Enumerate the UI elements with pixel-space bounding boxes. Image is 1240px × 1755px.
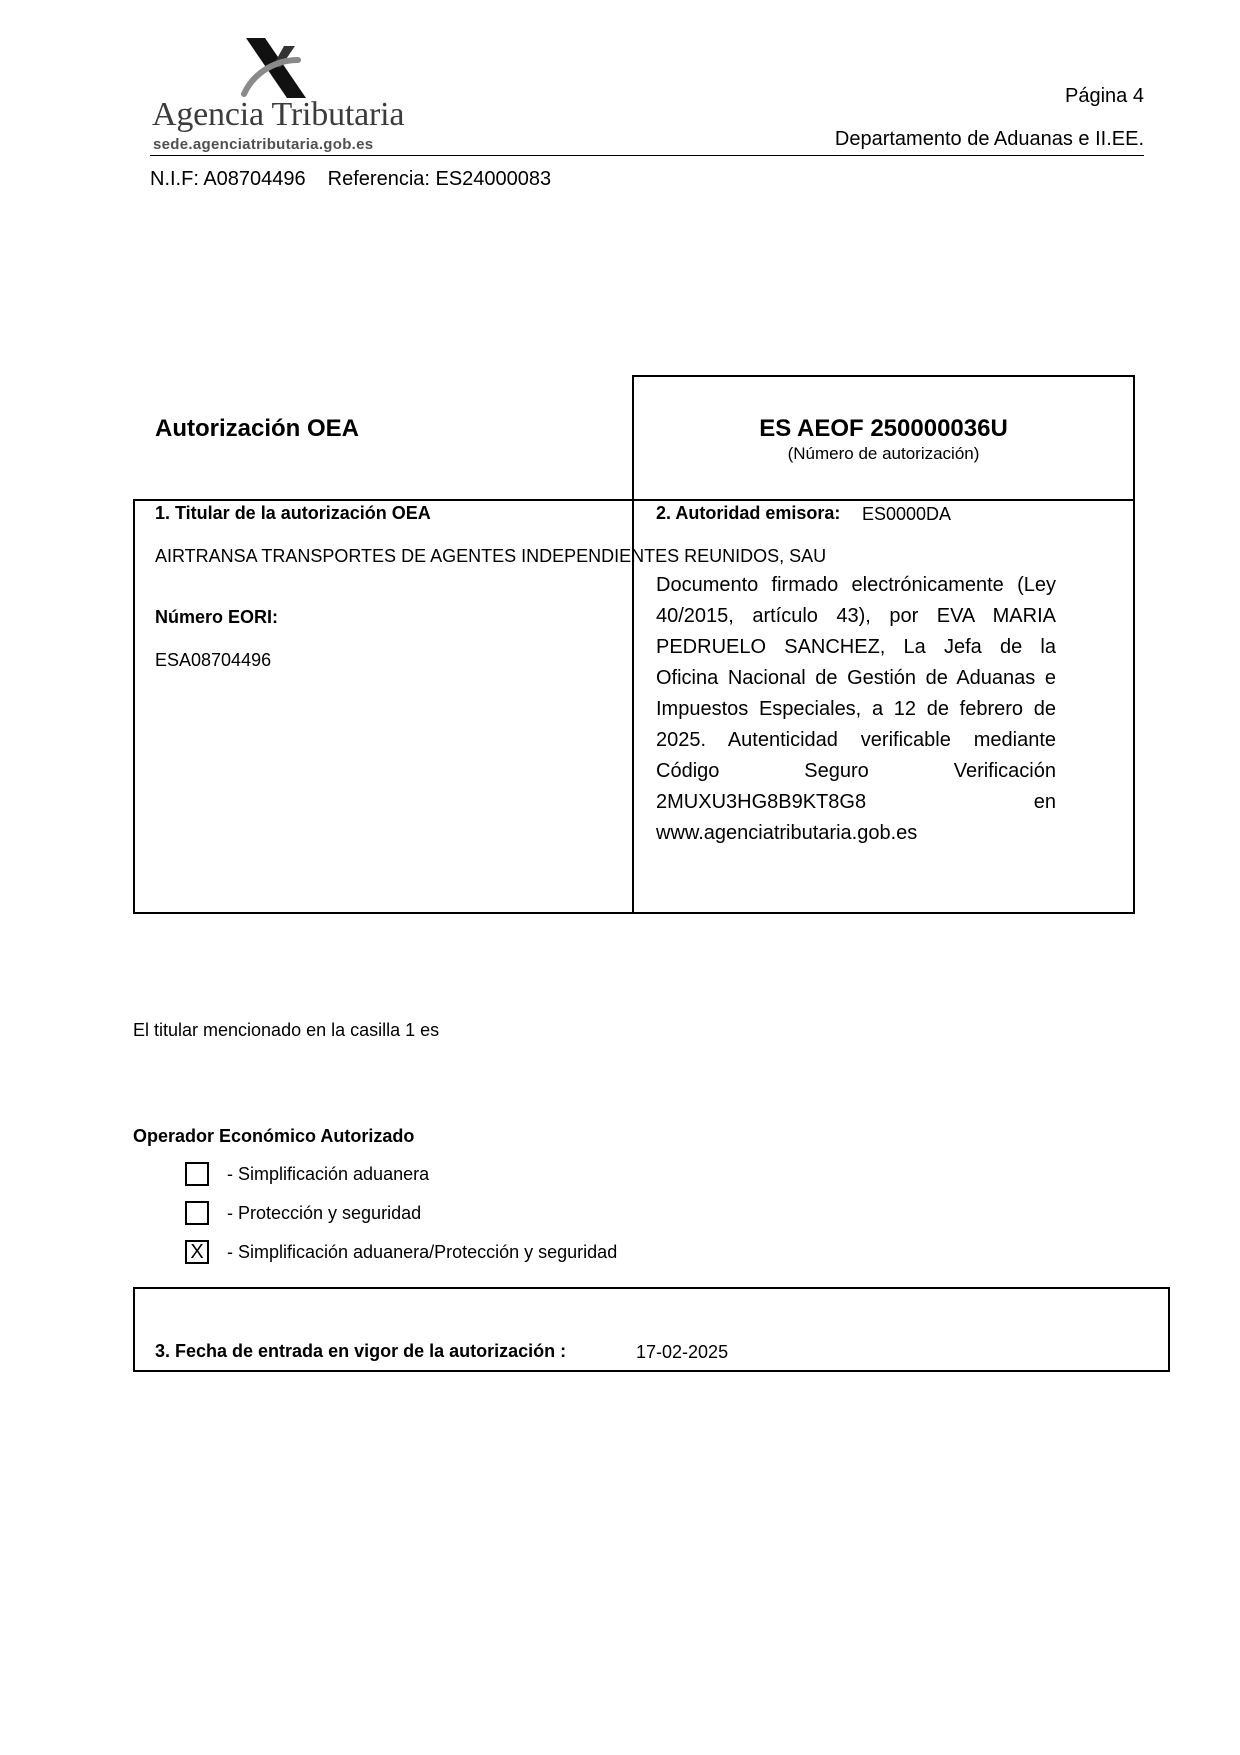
operator-type-heading: Operador Económico Autorizado [133, 1126, 415, 1146]
electronic-signature-text: Documento firmado electrónicamente (Ley 40/2015, artículo 43), por EVA MARIA PEDRUELO SANCHEZ, La Jefa de la Oficina Nacional de Gestión de Aduanas e Impuestos Especiales, a 12 de febrero de 2025. Autenticidad verificable mediante Código Seguro Verificación 2MUXU3HG8B9KT8G8 en www.agenciatributaria.gob.es [656, 574, 1056, 844]
effective-date-label: 3. Fecha de entrada en vigor de la autorización : [155, 1341, 567, 1361]
issuing-authority-value: ES0000DA [862, 504, 952, 524]
authorization-number-caption: (Número de autorización) [787, 444, 980, 463]
nif-value: N.I.F: A08704496 [150, 168, 306, 190]
eori-value: ESA08704496 [155, 650, 272, 670]
authorization-number: ES AEOF 250000036U [759, 415, 1008, 442]
effective-date-value: 17-02-2025 [636, 1342, 729, 1362]
option-label: - Protección y seguridad [227, 1203, 422, 1223]
reference-value: Referencia: ES24000083 [327, 168, 552, 190]
logo-name: Agencia Tributaria [152, 96, 405, 133]
nif-reference-line [150, 168, 551, 191]
checkbox-simplification-and-security[interactable]: X [185, 1240, 209, 1264]
option-label: - Simplificación aduanera/Protección y seguridad [227, 1242, 618, 1262]
header-divider [150, 155, 1144, 156]
eori-label: Número EORI: [155, 607, 279, 627]
holder-name: AIRTRANSA TRANSPORTES DE AGENTES INDEPENDIENTES REUNIDOS, SAU [155, 546, 827, 566]
page-number: Página 4 [1065, 85, 1144, 107]
authorization-title: Autorización OEA [155, 415, 360, 442]
checkbox-customs-simplification[interactable] [185, 1162, 209, 1186]
option-label: - Simplificación aduanera [227, 1164, 430, 1184]
checkbox-security-safety[interactable] [185, 1201, 209, 1225]
department-name: Departamento de Aduanas e II.EE. [834, 128, 1144, 150]
holder-label: 1. Titular de la autorización OEA [155, 503, 431, 523]
issuing-authority-label: 2. Autoridad emisora: [656, 503, 841, 523]
logo-url: sede.agenciatributaria.gob.es [153, 136, 374, 153]
status-intro: El titular mencionado en la casilla 1 es [133, 1020, 440, 1040]
